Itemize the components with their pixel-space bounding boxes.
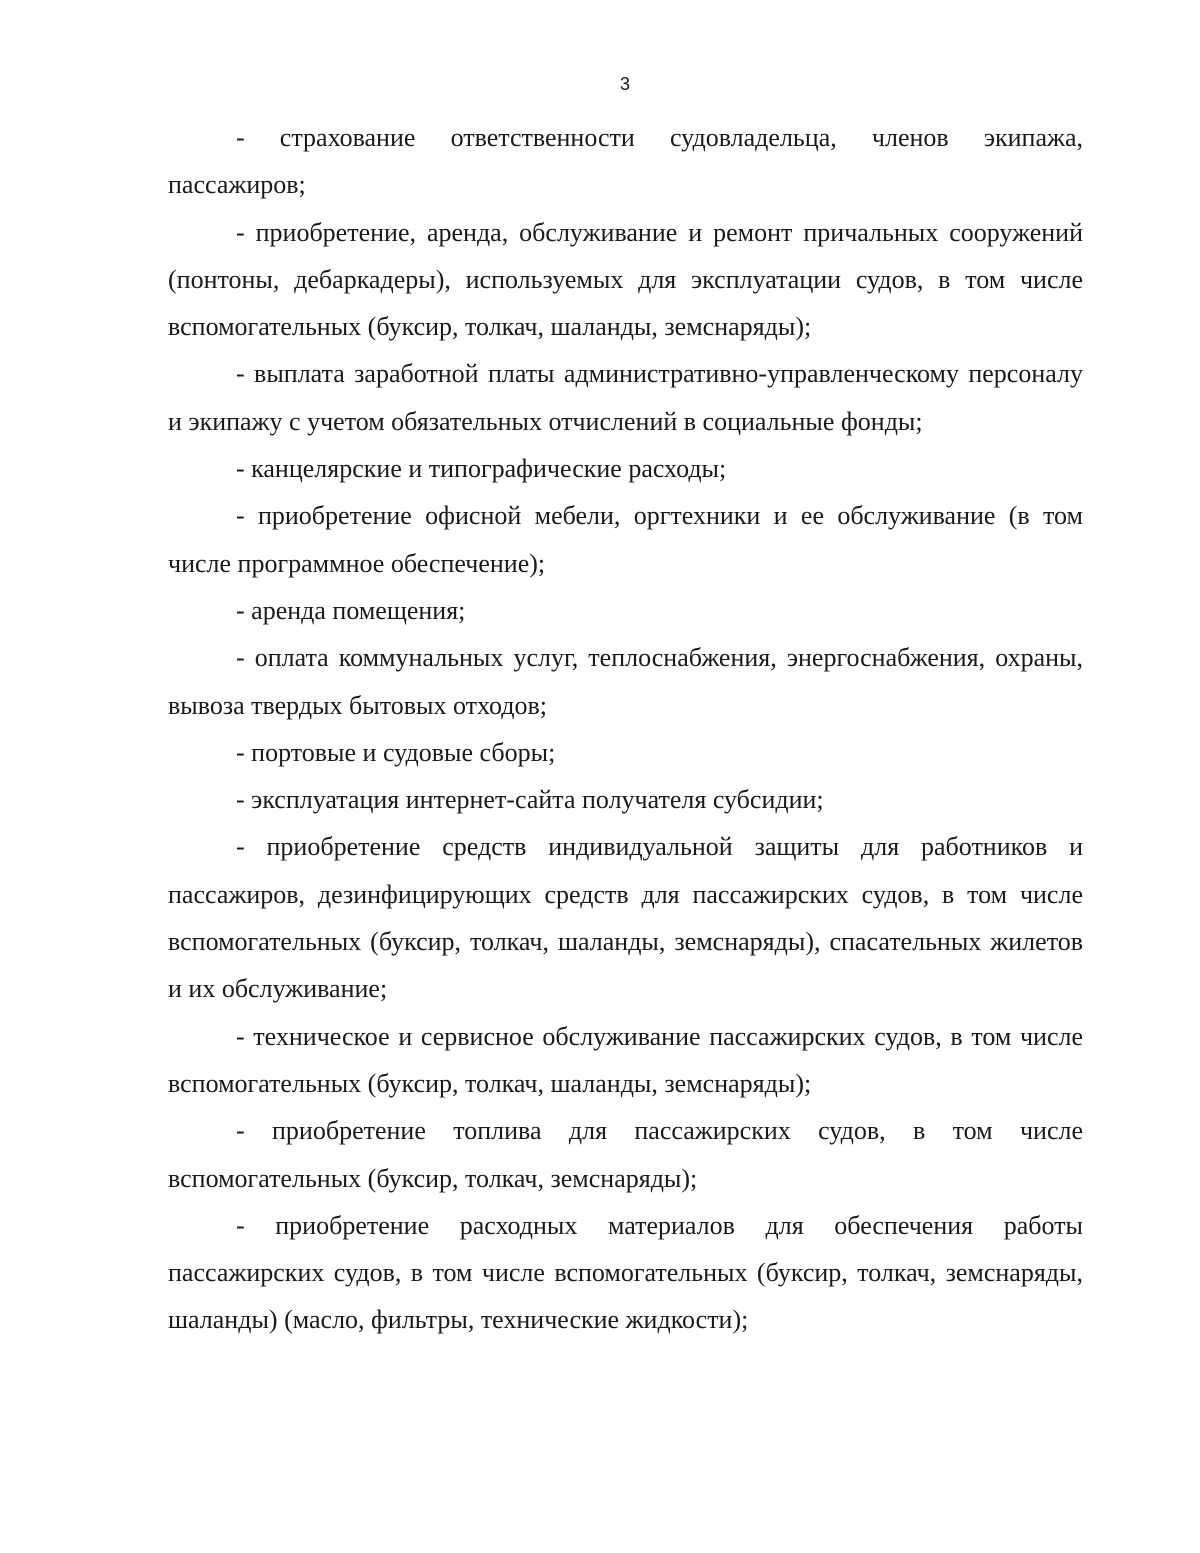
- list-item-port-fees: - портовые и судовые сборы;: [236, 737, 556, 767]
- list-item-premises-rent: - аренда помещения;: [236, 595, 466, 625]
- list-item-liability-insurance: - страхование ответственности судовладельца, членов экипажа, пассажиров;: [168, 123, 1083, 200]
- list-item-salary-payment: - выплата заработной платы административно-управленческому персоналу и экипажу с учетом обязательных отчислений в социальные фонды;: [168, 359, 1083, 436]
- page-number: 3: [619, 74, 630, 94]
- list-item-utilities: - оплата коммунальных услуг, теплоснабжения, энергоснабжения, охраны, вывоза твердых бытовых отходов;: [168, 643, 1083, 720]
- document-body: [168, 114, 1083, 1344]
- list-item-consumables: - приобретение расходных материалов для обеспечения работы пассажирских судов, в том числе вспомогательных (буксир, толкач, земснаряды, шаланды) (масло, фильтры, технические жидкости);: [168, 1210, 1083, 1335]
- list-item-berthing-facilities: - приобретение, аренда, обслуживание и ремонт причальных сооружений (понтоны, дебаркадеры), используемых для эксплуатации судов, в том числе вспомогательных (буксир, толкач, шаланды, земснаряды);: [168, 217, 1083, 342]
- list-item-stationery-expenses: - канцелярские и типографические расходы;: [236, 454, 727, 484]
- list-item-protective-equipment: - приобретение средств индивидуальной защиты для работников и пассажиров, дезинфицирующих средств для пассажирских судов, в том числе вспомогательных (буксир, толкач, шаланды, земснаряды), спасательных жилетов и их обслуживание;: [168, 832, 1083, 1004]
- list-item-fuel-purchase: - приобретение топлива для пассажирских судов, в том числе вспомогательных (буксир, толкач, земснаряды);: [168, 1116, 1083, 1193]
- list-item-office-equipment: - приобретение офисной мебели, оргтехники и ее обслуживание (в том числе программное обеспечение);: [168, 501, 1083, 578]
- list-item-vessel-maintenance: - техническое и сервисное обслуживание пассажирских судов, в том числе вспомогательных (буксир, толкач, шаланды, земснаряды);: [168, 1021, 1083, 1098]
- list-item-website-operation: - эксплуатация интернет-сайта получателя субсидии;: [236, 785, 824, 815]
